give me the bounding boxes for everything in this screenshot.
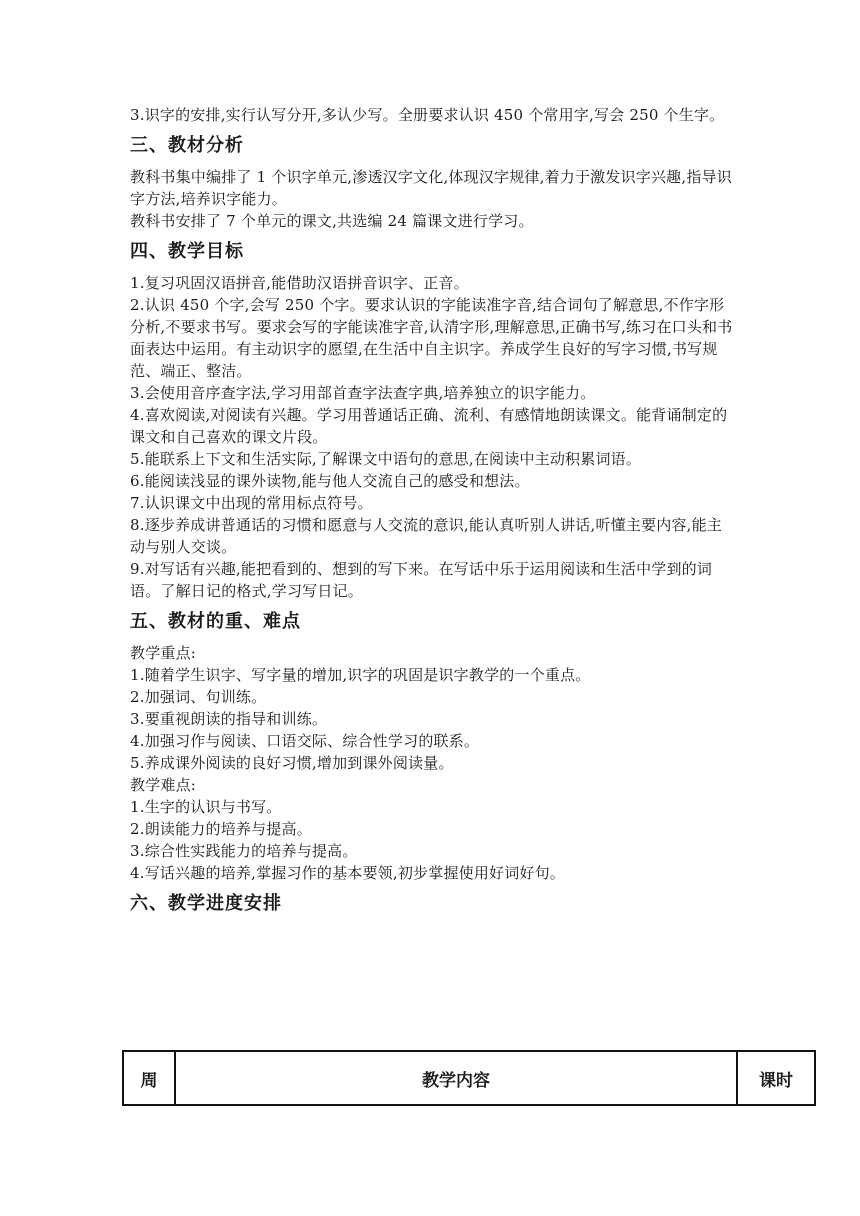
schedule-table	[122, 1050, 816, 1106]
section-paragraph: 5.能联系上下文和生活实际,了解课文中语句的意思,在阅读中主动积累词语。	[130, 450, 642, 468]
section-paragraph: 4.写话兴趣的培养,掌握习作的基本要领,初步掌握使用好词好句。	[130, 864, 566, 882]
section-paragraph: 3.要重视朗读的指导和训练。	[130, 710, 328, 728]
section-paragraph: 教学重点:	[130, 644, 197, 662]
section-paragraph: 4.喜欢阅读,对阅读有兴趣。学习用普通话正确、流利、有感情地朗读课文。能背诵制定的课文和自己喜欢的课文片段。	[130, 406, 728, 446]
section-paragraph: 3.会使用音序查字法,学习用部首查字法查字典,培养独立的识字能力。	[130, 384, 596, 402]
header-teaching-content: 教学内容	[175, 1051, 737, 1105]
schedule-table-header-row	[123, 1051, 815, 1105]
section-paragraph: 3.综合性实践能力的培养与提高。	[130, 842, 358, 860]
section-paragraph: 教学难点:	[130, 776, 197, 794]
section-heading: 四、教学目标	[130, 241, 244, 262]
section-paragraph: 2.加强词、句训练。	[130, 688, 267, 706]
section-paragraph: 1.复习巩固汉语拼音,能借助汉语拼音识字、正音。	[130, 274, 469, 292]
section-paragraph: 教科书集中编排了 1 个识字单元,渗透汉字文化,体现汉字规律,着力于激发识字兴趣,指导识字方法,培养识字能力。	[130, 168, 732, 208]
section-heading: 三、教材分析	[130, 135, 244, 156]
section-paragraph: 7.认识课文中出现的常用标点符号。	[130, 494, 373, 512]
section-paragraph: 2.朗读能力的培养与提高。	[130, 820, 312, 838]
section-paragraph: 教科书安排了 7 个单元的课文,共选编 24 篇课文进行学习。	[130, 212, 534, 230]
section-paragraph: 2.认识 450 个字,会写 250 个字。要求认识的字能读准字音,结合词句了解意思,不作字形分析,不要求书写。要求会写的字能读准字音,认清字形,理解意思,正确书写,练习在口头和书面表达中运用。有主动识字的愿望,在生活中自主识字。养成学生良好的写字习惯,书写规范、端正、整洁。	[130, 296, 733, 380]
section-heading: 六、教学进度安排	[130, 893, 282, 914]
header-class-hours: 课时	[737, 1051, 815, 1105]
section-paragraph: 1.生字的认识与书写。	[130, 798, 282, 816]
header-week: 周	[123, 1051, 175, 1105]
section-paragraph: 5.养成课外阅读的良好习惯,增加到课外阅读量。	[130, 754, 454, 772]
section-paragraph: 6.能阅读浅显的课外读物,能与他人交流自己的感受和想法。	[130, 472, 530, 490]
section-paragraph: 9.对写话有兴趣,能把看到的、想到的写下来。在写话中乐于运用阅读和生活中学到的词语。了解日记的格式,学习写日记。	[130, 560, 713, 600]
section-heading: 五、教材的重、难点	[130, 611, 301, 632]
section-paragraph: 1.随着学生识字、写字量的增加,识字的巩固是识字教学的一个重点。	[130, 666, 591, 684]
document-body	[130, 104, 735, 924]
intro-paragraph: 3.识字的安排,实行认写分开,多认少写。全册要求认识 450 个常用字,写会 250 个生字。	[130, 106, 725, 124]
section-paragraph: 4.加强习作与阅读、口语交际、综合性学习的联系。	[130, 732, 480, 750]
section-paragraph: 8.逐步养成讲普通话的习惯和愿意与人交流的意识,能认真听别人讲话,听懂主要内容,能主动与别人交谈。	[130, 516, 723, 556]
